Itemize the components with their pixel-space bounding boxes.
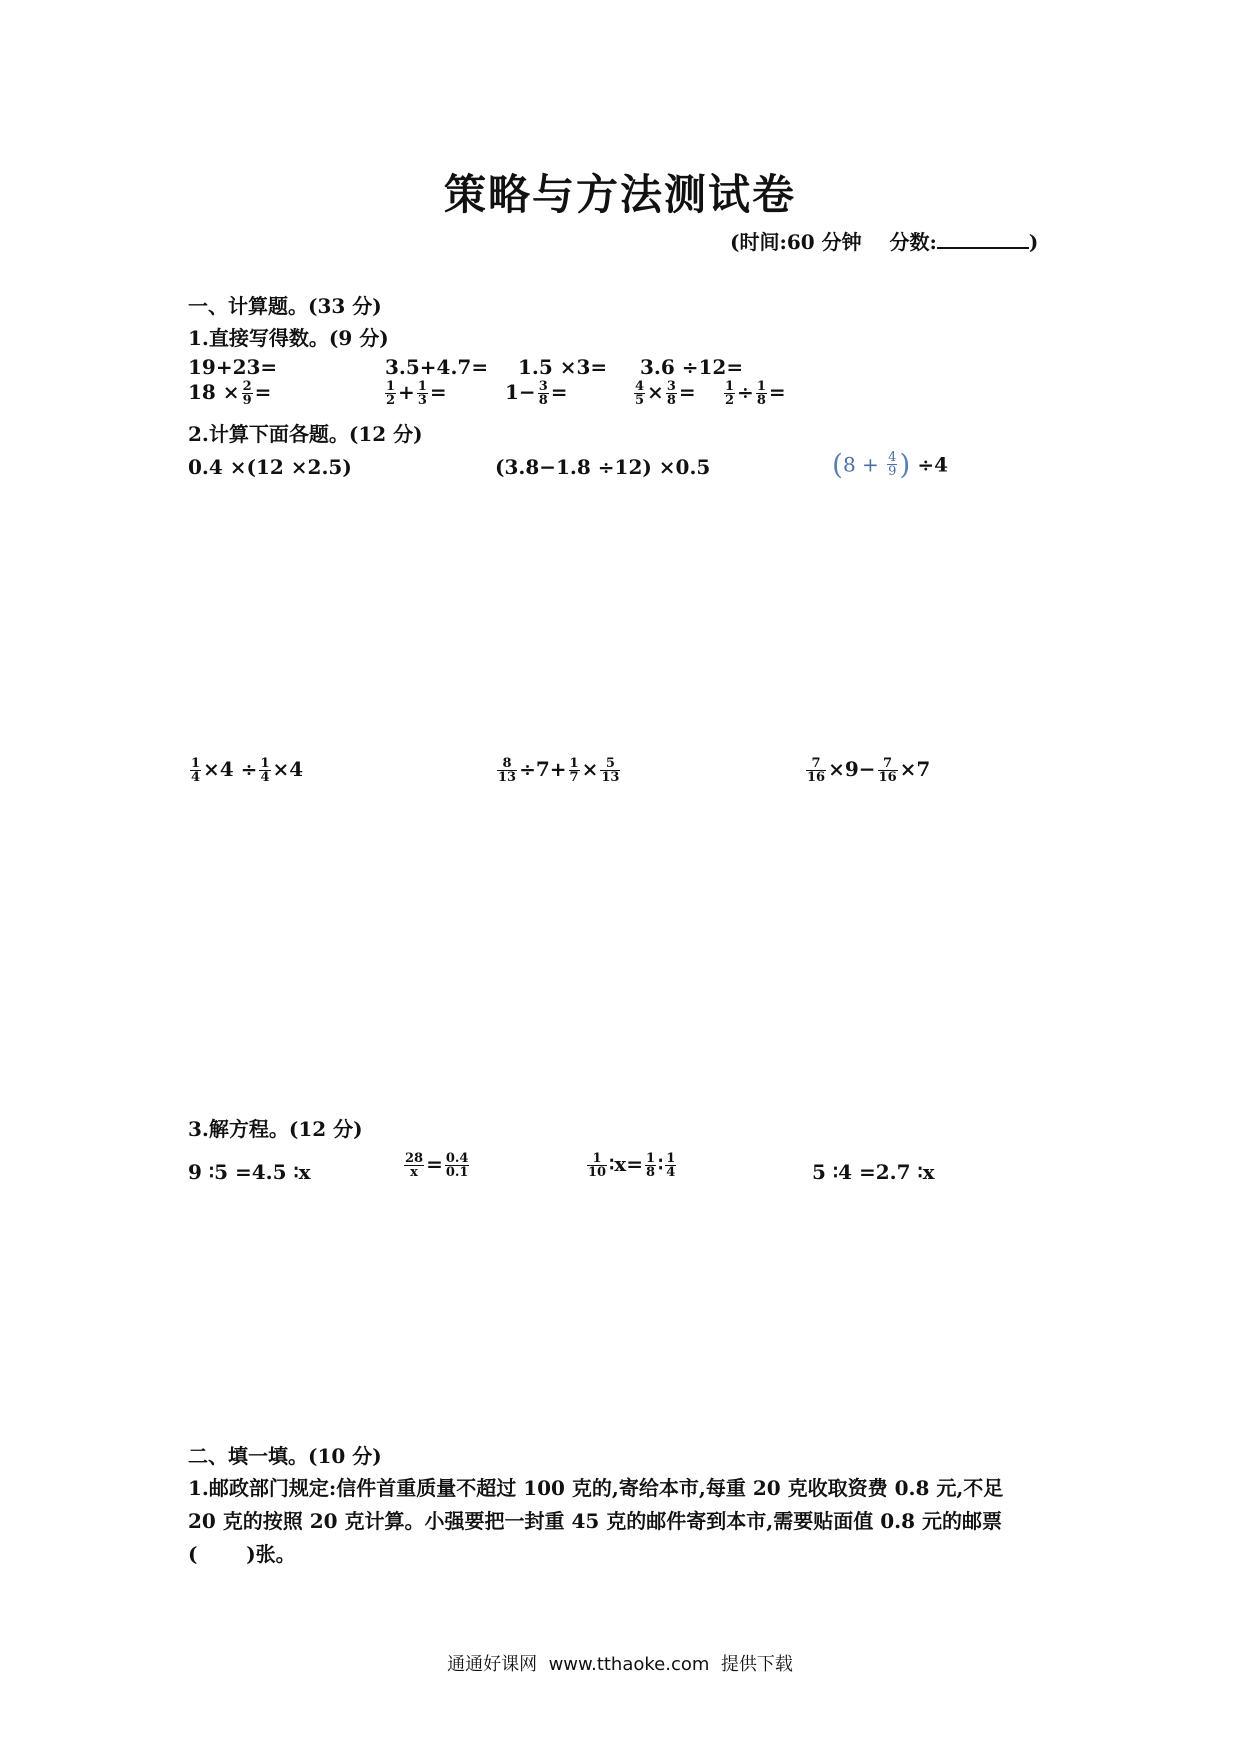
fraction: $\frac{1}{7}$ — [569, 756, 579, 785]
fraction: $\frac{7}{16}$ — [878, 756, 897, 785]
calc-expr — [832, 448, 948, 481]
score-close-paren: ) — [1028, 230, 1039, 254]
fraction: $\frac{1}{4}$ — [191, 756, 201, 785]
fraction: $\frac{1}{2}$ — [725, 379, 735, 408]
fraction: $\frac{7}{16}$ — [807, 756, 826, 785]
mental-math-expr — [632, 380, 696, 407]
expr-text: = — [678, 380, 696, 404]
mental-math-expr: 3.5+4.7= — [385, 355, 489, 379]
fraction: $\frac{1}{4}$ — [666, 1151, 676, 1180]
left-paren: ( — [832, 448, 843, 481]
expr-text: ×9− — [828, 757, 876, 781]
expr-text: 1− — [505, 380, 536, 404]
time-label: (时间:60 分钟 — [730, 230, 862, 254]
fraction: $\frac{28}{x}$ — [405, 1151, 424, 1180]
calc-expr — [188, 757, 303, 784]
fraction: $\frac{3}{8}$ — [538, 379, 548, 408]
operator: ∶ — [658, 1152, 664, 1176]
mental-math-expr — [505, 380, 568, 407]
operator: ÷ — [737, 380, 754, 404]
mental-math-expr — [722, 380, 786, 407]
equation: 5 ∶4 =2.7 ∶x — [812, 1160, 935, 1184]
expr-text: 18 × — [188, 380, 240, 404]
score-label: 分数: — [889, 230, 937, 254]
mental-math-expr — [188, 380, 271, 407]
fraction: $\frac{0.4}{0.1}$ — [445, 1151, 469, 1180]
expr-text: ÷7+ — [519, 757, 567, 781]
operator: × — [647, 380, 664, 404]
question-text: 20 克的按照 20 克计算。小强要把一封重 45 克的邮件寄到本市,需要贴面值 0.8 元的邮票 — [188, 1509, 1002, 1533]
expr-text: ÷4 — [910, 452, 948, 477]
answer-blank-line: ( )张。 — [188, 1542, 296, 1566]
part2-heading: 2.计算下面各题。(12 分) — [188, 422, 423, 446]
page-title: 策略与方法测试卷 — [443, 170, 796, 219]
operator: + — [398, 380, 415, 404]
expr-text: = — [768, 380, 786, 404]
part1-heading: 1.直接写得数。(9 分) — [188, 326, 389, 350]
operator: = — [426, 1152, 443, 1176]
fraction: $\frac{1}{2}$ — [386, 379, 396, 408]
expr-text: ×7 — [899, 757, 931, 781]
fraction: $\frac{1}{10}$ — [588, 1151, 607, 1180]
equation: 9 ∶5 =4.5 ∶x — [188, 1160, 311, 1184]
mental-math-expr: 1.5 ×3= — [518, 355, 608, 379]
footer-text: 通通好课网 www.tthaoke.com 提供下载 — [447, 1654, 793, 1675]
fraction: $\frac{4}{9}$ — [888, 450, 897, 479]
mental-math-expr — [383, 380, 447, 407]
expr-text: = — [254, 380, 272, 404]
calc-expr — [495, 757, 622, 784]
fraction: $\frac{1}{8}$ — [756, 379, 766, 408]
calc-expr: 0.4 ×(12 ×2.5) — [188, 455, 352, 479]
equation — [585, 1152, 678, 1179]
expr-text: ∶x= — [609, 1152, 643, 1176]
expr-text: = — [429, 380, 447, 404]
section1-heading: 一、计算题。(33 分) — [188, 294, 382, 318]
operator: × — [581, 757, 599, 781]
fraction: $\frac{1}{3}$ — [417, 379, 427, 408]
section2-heading: 二、填一填。(10 分) — [188, 1444, 382, 1468]
right-paren: ) — [899, 448, 911, 481]
equation — [402, 1152, 471, 1179]
fraction: $\frac{8}{13}$ — [498, 756, 517, 785]
mental-math-expr: 19+23= — [188, 355, 278, 379]
fraction: $\frac{4}{5}$ — [635, 379, 645, 408]
fraction: $\frac{2}{9}$ — [242, 379, 252, 408]
question-text: 1.邮政部门规定:信件首重质量不超过 100 克的,寄给本市,每重 20 克收取资费 0.8 元,不足 — [188, 1476, 1004, 1500]
expr-text: = — [550, 380, 568, 404]
expr-text: 8 + — [842, 452, 886, 477]
calc-expr — [804, 757, 930, 784]
score-blank[interactable] — [937, 229, 1029, 249]
mental-math-expr: 3.6 ÷12= — [640, 355, 744, 379]
expr-text: ×4 — [272, 757, 304, 781]
fraction: $\frac{5}{13}$ — [601, 756, 620, 785]
fraction: $\frac{3}{8}$ — [666, 379, 676, 408]
header-info — [730, 226, 1038, 255]
expr-text: ×4 ÷ — [203, 757, 258, 781]
fraction: $\frac{1}{8}$ — [645, 1151, 656, 1180]
part3-heading: 3.解方程。(12 分) — [188, 1117, 363, 1141]
fraction: $\frac{1}{4}$ — [260, 756, 270, 785]
calc-expr: (3.8−1.8 ÷12) ×0.5 — [495, 455, 711, 479]
